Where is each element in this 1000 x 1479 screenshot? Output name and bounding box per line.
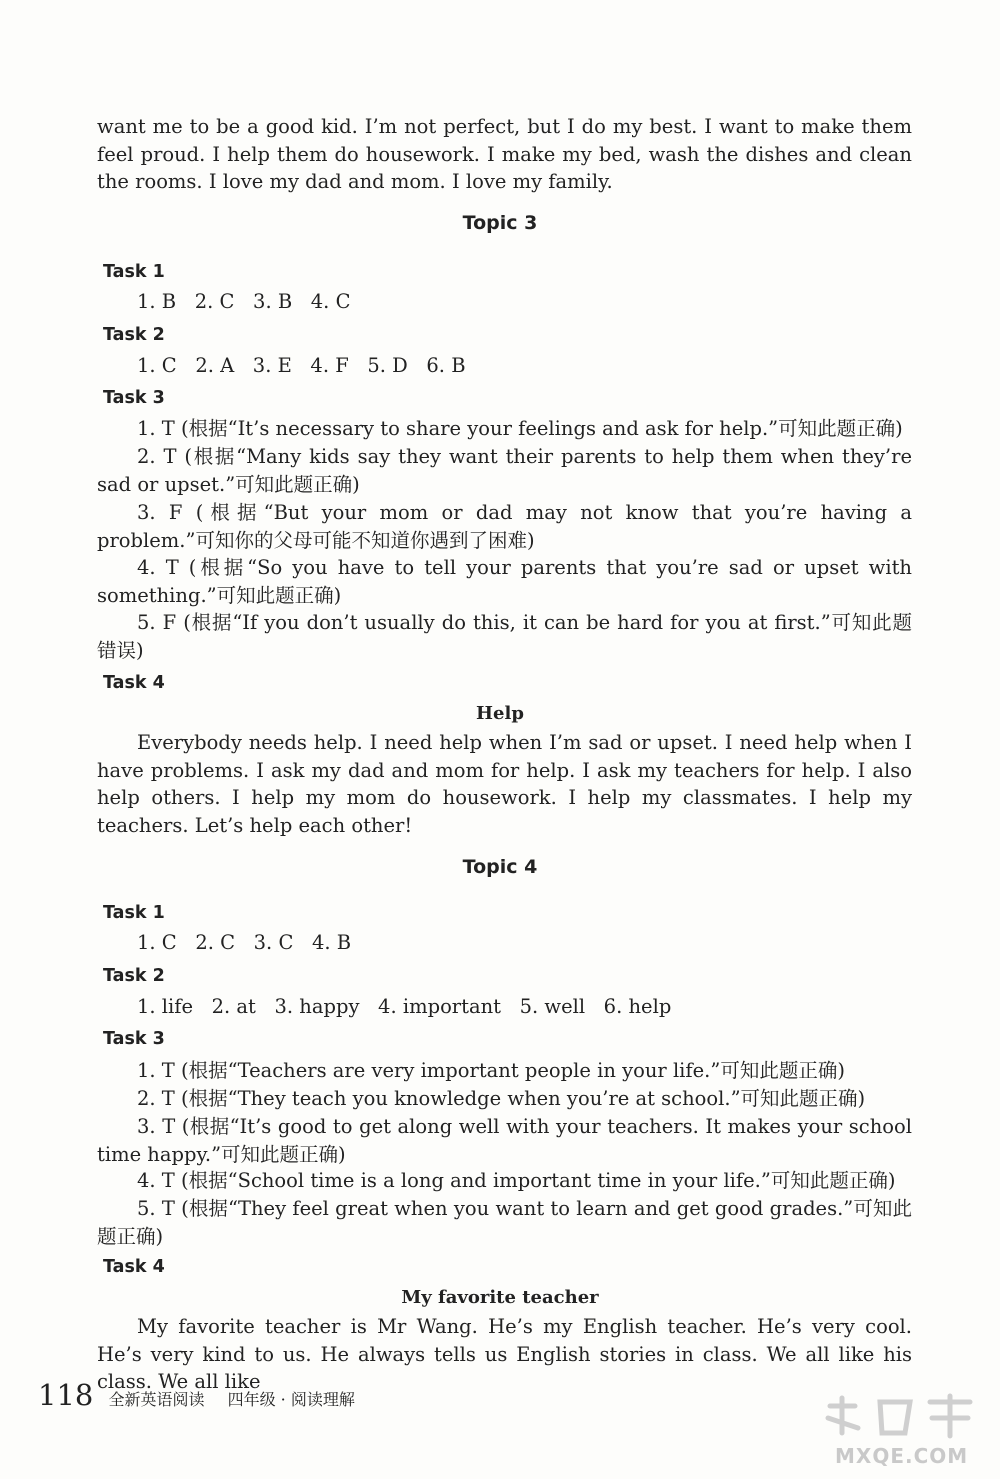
topic3-essay-body: Everybody needs help. I need help when I’m sad or upset. I need help when I have problems. I ask my dad and mom for help. I ask my teachers for help. I also help others. I help my mom do housework. I help my classmates. I help my teachers. Let’s help each other! <box>97 731 912 837</box>
page-number: 118 <box>38 1378 94 1412</box>
topic4-task3-item-4: 4. T (根据“School time is a long and important time in your life.”可知此题正确) <box>137 1169 896 1192</box>
topic4-task4-label: Task 4 <box>103 1257 165 1277</box>
topic-3-heading: Topic 3 <box>462 212 538 234</box>
topic3-task3-label: Task 3 <box>103 388 165 408</box>
watermark-text: MXQE.COM <box>835 1444 969 1468</box>
topic4-task3-item-2: 2. T (根据“They teach you knowledge when you’re at school.”可知此题正确) <box>137 1087 866 1110</box>
topic4-essay-body: My favorite teacher is Mr Wang. He’s my English teacher. He’s very cool. He’s very kind to us. He always tells us English stories in class. We all like his class. We all like <box>97 1315 912 1393</box>
topic4-task2-label: Task 2 <box>103 966 165 986</box>
topic4-task3-item-3: 3. T (根据“It’s good to get along well with your teachers. It makes your school time happy.”可知此题正确) <box>97 1115 912 1166</box>
topic3-task3-item-3: 3. F (根据“But your mom or dad may not know that you’re having a problem.”可知你的父母可能不知道你遇到了困难) <box>97 501 912 552</box>
topic4-task1-label: Task 1 <box>103 903 165 923</box>
topic3-task2-answers: 1. C 2. A 3. E 4. F 5. D 6. B <box>137 354 466 377</box>
page-footer <box>38 1378 355 1412</box>
topic4-essay-title: My favorite teacher <box>401 1287 599 1308</box>
topic3-task3-item-4: 4. T (根据“So you have to tell your parents that you’re sad or upset with something.”可知此题正确) <box>97 556 912 607</box>
topic3-essay-title: Help <box>476 703 524 724</box>
grade-label: 四年级 · 阅读理解 <box>227 1390 355 1409</box>
intro-paragraph: want me to be a good kid. I’m not perfect, but I do my best. I want to make them feel proud. I help them do housework. I make my bed, wash the dishes and clean the rooms. I love my dad and mom. I love my family. <box>97 115 912 193</box>
topic3-task2-label: Task 2 <box>103 325 165 345</box>
topic3-task4-label: Task 4 <box>103 673 165 693</box>
topic3-task3-item-1: 1. T (根据“It’s necessary to share your feelings and ask for help.”可知此题正确) <box>137 417 903 440</box>
topic3-task1-answers: 1. B 2. C 3. B 4. C <box>137 290 351 313</box>
topic3-task3-item-5: 5. F (根据“If you don’t usually do this, it can be hard for you at first.”可知此题错误) <box>97 611 912 662</box>
topic4-task1-answers: 1. C 2. C 3. C 4. B <box>137 931 352 954</box>
topic4-task3-item-5: 5. T (根据“They feel great when you want to learn and get good grades.”可知此题正确) <box>97 1197 912 1248</box>
topic3-task3-item-2: 2. T (根据“Many kids say they want their parents to help them when they’re sad or upset.”可知此题正确) <box>97 445 912 496</box>
topic-4-heading: Topic 4 <box>462 856 538 878</box>
topic3-task1-label: Task 1 <box>103 262 165 282</box>
topic4-task3-item-1: 1. T (根据“Teachers are very important people in your life.”可知此题正确) <box>137 1059 845 1082</box>
topic4-task3-label: Task 3 <box>103 1029 165 1049</box>
topic4-task2-answers: 1. life 2. at 3. happy 4. important 5. well 6. help <box>137 995 672 1018</box>
book-title: 全新英语阅读 <box>108 1390 205 1409</box>
